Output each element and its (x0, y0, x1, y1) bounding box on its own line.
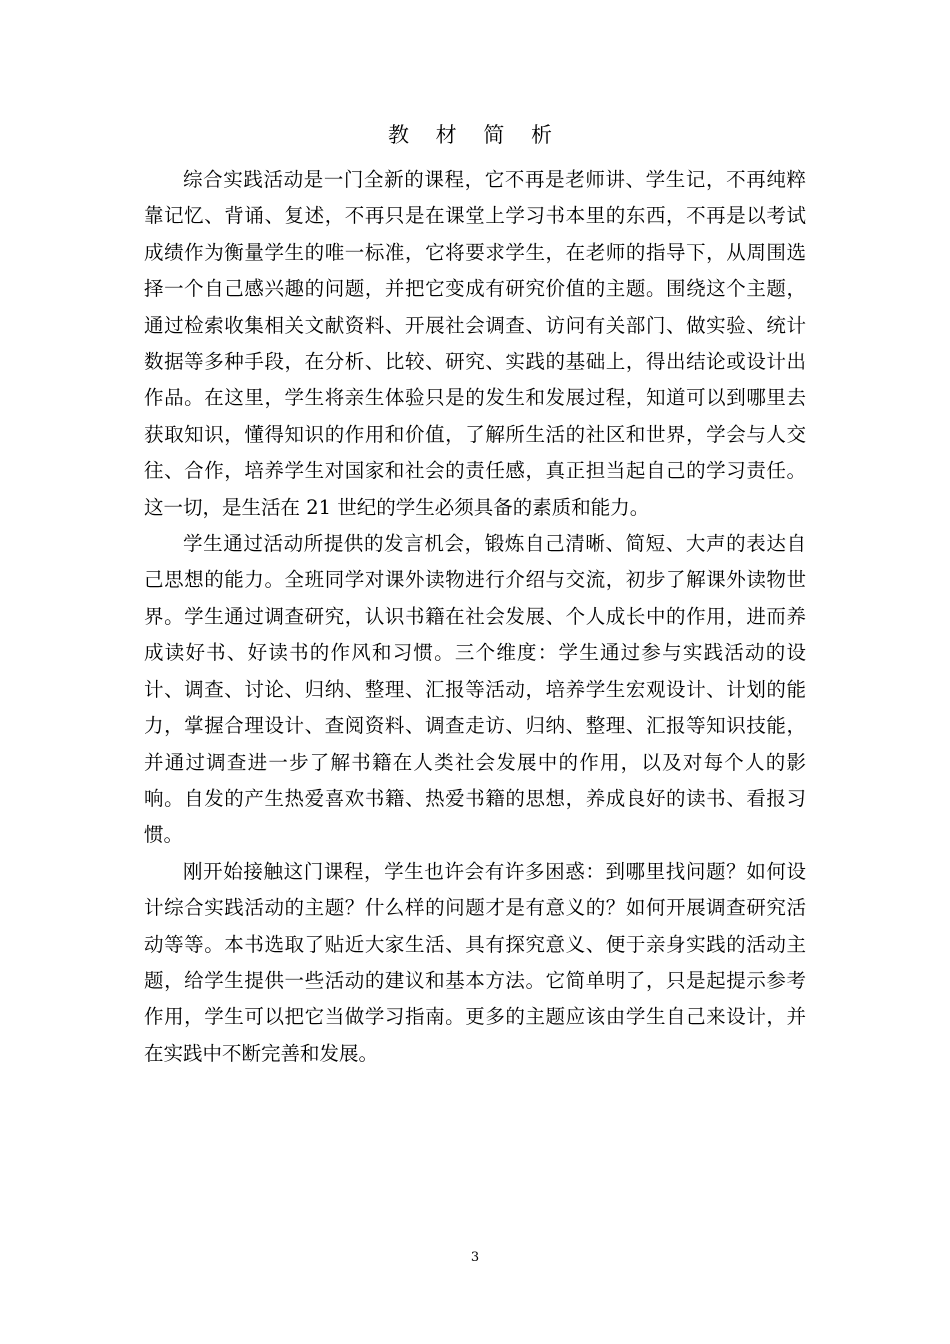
paragraph-overview: 综合实践活动是一门全新的课程，它不再是老师讲、学生记，不再纯粹靠记忆、背诵、复述，不再只是在课堂上学习书本里的东西，不再是以考试成绩作为衡量学生的唯一标准，它将要求学生，在老师的指导下，从周围选择一个自己感兴趣的问题，并把它变成有研究价值的主题。围绕这个主题，通过检索收集相关文献资料、开展社会调查、访问有关部门、做实验、统计数据等多种手段，在分析、比较、研究、实践的基础上，得出结论或设计出作品。在这里，学生将亲生体验只是的发生和发展过程，知道可以到哪里去获取知识，懂得知识的作用和价值，了解所生活的社区和世界，学会与人交往、合作，培养学生对国家和社会的责任感，真正担当起自己的学习责任。这一切，是生活在 21 世纪的学生必须具备的素质和能力。 (144, 168, 806, 519)
document-body (144, 162, 806, 1072)
page-number: 3 (470, 1250, 480, 1265)
document-title: 教 材 简 析 (387, 123, 563, 147)
paragraph-goals: 学生通过活动所提供的发言机会，锻炼自己清晰、简短、大声的表达自己思想的能力。全班同学对课外读物进行介绍与交流，初步了解课外读物世界。学生通过调查研究，认识书籍在社会发展、个人成长中的作用，进而养成读好书、好读书的作风和习惯。三个维度：学生通过参与实践活动的设计、调查、讨论、归纳、整理、汇报等活动，培养学生宏观设计、计划的能力，掌握合理设计、查阅资料、调查走访、归纳、整理、汇报等知识技能，并通过调查进一步了解书籍在人类社会发展中的作用，以及对每个人的影响。自发的产生热爱喜欢书籍、热爱书籍的思想，养成良好的读书、看报习惯。 (144, 532, 806, 847)
paragraph-guidance: 刚开始接触这门课程，学生也许会有许多困惑：到哪里找问题？如何设计综合实践活动的主题？什么样的问题才是有意义的？如何开展调查研究活动等等。本书选取了贴近大家生活、具有探究意义、便于亲身实践的活动主题，给学生提供一些活动的建议和基本方法。它简单明了，只是起提示参考作用，学生可以把它当做学习指南。更多的主题应该由学生自己来设计，并在实践中不断完善和发展。 (144, 859, 806, 1065)
